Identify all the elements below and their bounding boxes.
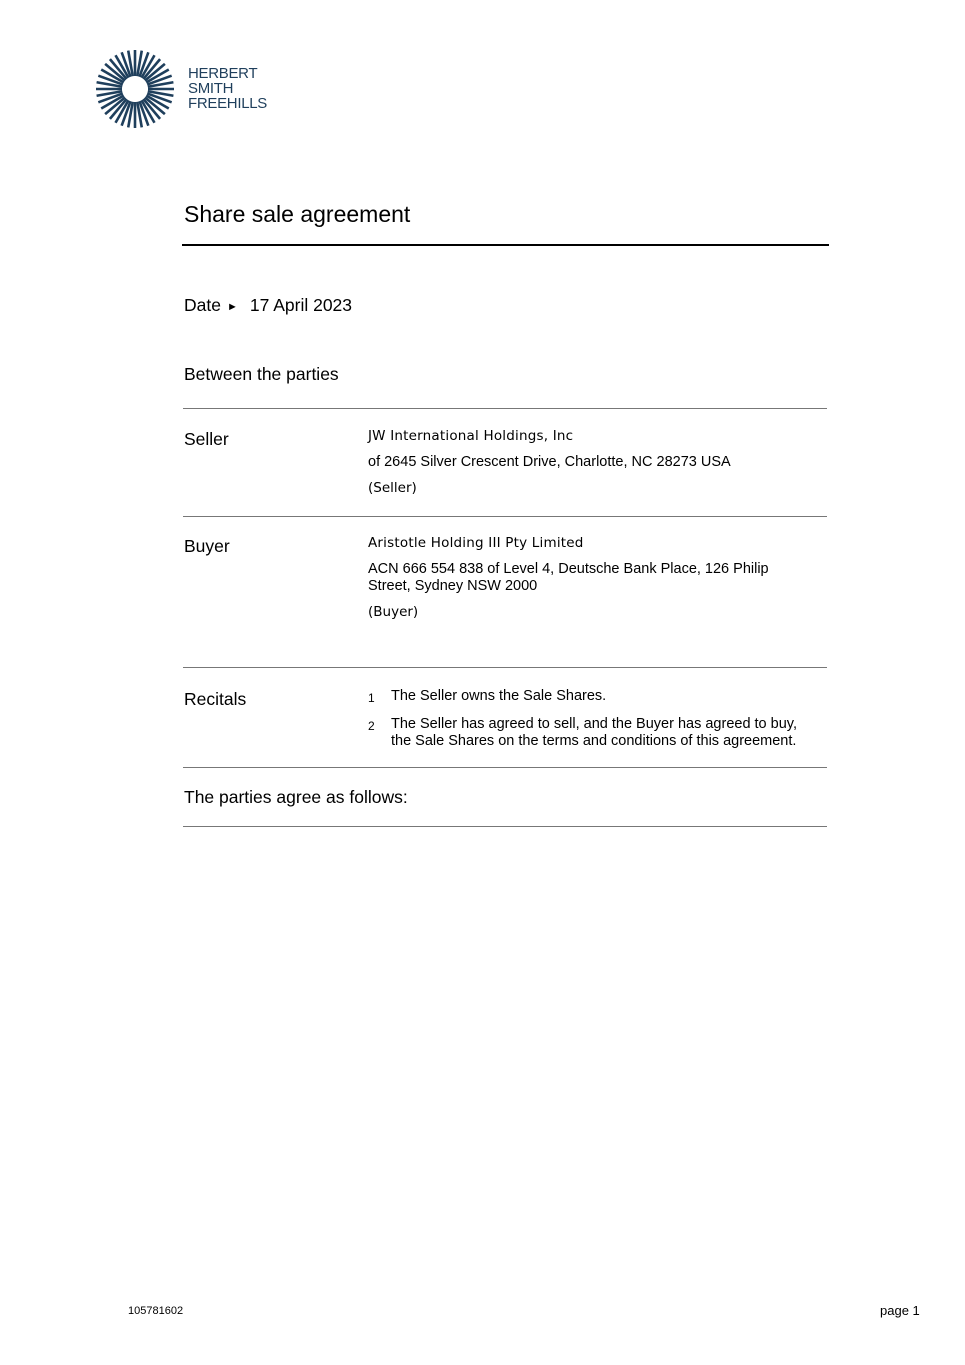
firm-name-line-3: FREEHILLS [188, 95, 267, 112]
document-id: 105781602 [128, 1305, 184, 1317]
divider [183, 667, 827, 668]
seller-address: of 2645 Silver Crescent Drive, Charlotte, NC 28273 USA [368, 454, 731, 470]
divider [183, 408, 827, 409]
recital-number: 1 [368, 691, 375, 705]
seller-label: Seller [184, 429, 229, 449]
arrow-right-icon: ► [226, 301, 238, 313]
recital-text: The Seller has agreed to sell, and the Buyer has agreed to buy, the Sale Shares on the terms and conditions of this agreement. [391, 716, 797, 749]
list-item [368, 688, 808, 707]
recital-number: 2 [368, 719, 375, 733]
parties-heading: Between the parties [184, 364, 339, 384]
recital-text: The Seller owns the Sale Shares. [391, 688, 607, 704]
divider [183, 826, 827, 827]
seller-details [368, 428, 808, 506]
firm-logo [96, 46, 286, 136]
page-number: page 1 [880, 1303, 920, 1318]
firm-name [188, 66, 267, 111]
buyer-details [368, 535, 808, 630]
recitals-list [368, 688, 808, 759]
divider [183, 516, 827, 517]
title-divider [182, 244, 829, 246]
buyer-name: Aristotle Holding III Pty Limited [368, 535, 584, 551]
date-row [184, 295, 352, 316]
buyer-address: ACN 666 554 838 of Level 4, Deutsche Bank Place, 126 Philip Street, Sydney NSW 2000 [368, 561, 769, 594]
date-label: Date [184, 295, 221, 315]
seller-defined-term: (Seller) [368, 480, 417, 496]
agreement-statement: The parties agree as follows: [184, 787, 408, 807]
document-title: Share sale agreement [184, 201, 411, 227]
buyer-label: Buyer [184, 536, 230, 556]
list-item [368, 716, 808, 750]
date-value: 17 April 2023 [249, 295, 353, 315]
sunburst-icon [96, 46, 176, 136]
seller-name: JW International Holdings, Inc [368, 428, 574, 444]
buyer-defined-term: (Buyer) [368, 604, 419, 620]
divider [183, 767, 827, 768]
firm-name-line-1: HERBERT [188, 65, 258, 82]
firm-name-line-2: SMITH [188, 80, 234, 97]
recitals-label: Recitals [184, 689, 247, 709]
